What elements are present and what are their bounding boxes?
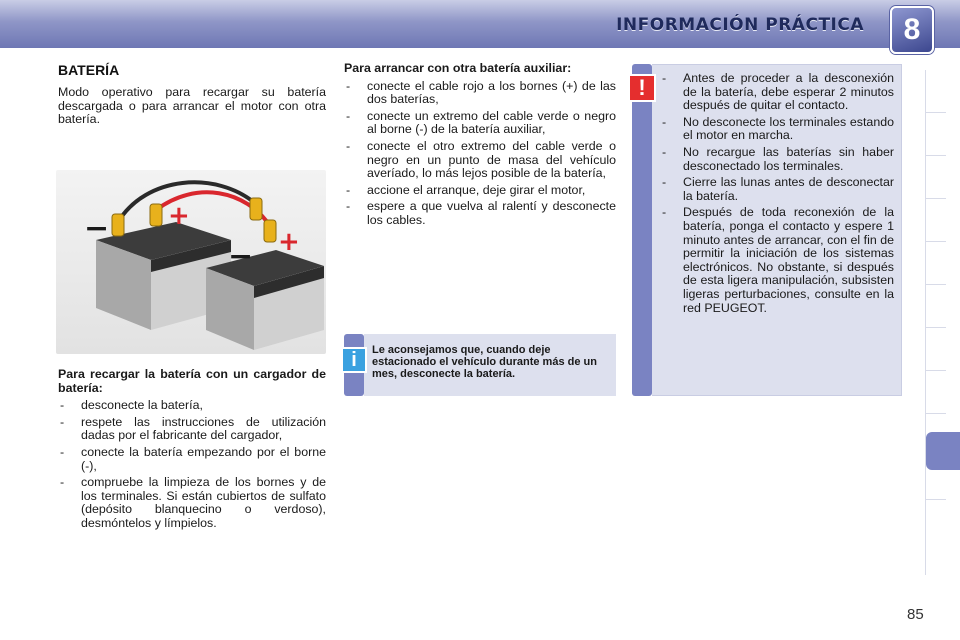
list-item: - espere a que vuelva al ralentí y desconecte los cables. [344, 200, 616, 227]
warning-list [660, 72, 894, 318]
info-icon: i [341, 347, 367, 373]
list-item: - Después de toda reconexión de la batería, ponga el contacto y espere 1 minuto antes de arrancar, con el fin de permitir la iniciación de los sistemas electrónicos. No obstante, si después de esta ligera manipulación, subsisten ligeras perturbaciones, consulte en la red PEUGEOT. [660, 206, 894, 315]
section-intro: Modo operativo para recargar su batería descargada o para arrancar el motor con otra batería. [58, 85, 326, 127]
page-header [0, 0, 960, 48]
plus-sign: + [168, 201, 190, 231]
info-note [344, 334, 616, 396]
clamp-icon [264, 220, 276, 242]
warning-note [632, 64, 902, 396]
chapter-tab[interactable] [926, 328, 946, 371]
clamp-icon [112, 214, 124, 236]
clamp-icon [250, 198, 262, 220]
minus-sign: − [228, 239, 254, 274]
battery-illustration [56, 170, 326, 354]
list-item: - conecte el cable rojo a los bornes (+) de las dos baterías, [344, 80, 616, 107]
list-item: - No recargue las baterías sin haber desconectado los terminales. [660, 146, 894, 173]
plus-sign: + [278, 227, 300, 257]
auxiliary-instructions [344, 62, 616, 231]
list-item: - desconecte la batería, [58, 399, 326, 413]
active-chapter-tab[interactable] [926, 432, 960, 470]
warning-bar [632, 64, 652, 396]
chapter-tab[interactable] [926, 113, 946, 156]
auxiliary-steps [344, 80, 616, 228]
list-item: - No desconecte los terminales estando el motor en marcha. [660, 116, 894, 143]
list-item: - conecte el otro extremo del cable verde o negro en un punto de masa del vehículo averíado, lo más lejos posible de la batería, [344, 140, 616, 181]
clamp-icon [150, 204, 162, 226]
info-text: Le aconsejamos que, cuando deje estacionado el vehículo durante más de un mes, desconecte la batería. [372, 344, 597, 380]
chapter-tabs [925, 70, 946, 575]
list-item: - accione el arranque, deje girar el motor, [344, 184, 616, 198]
chapter-tab[interactable] [926, 70, 946, 113]
list-item: - respete las instrucciones de utilización dadas por el fabricante del cargador, [58, 416, 326, 443]
charger-instructions [58, 368, 326, 534]
chapter-tab[interactable] [926, 156, 946, 199]
charger-steps [58, 399, 326, 530]
chapter-tab[interactable] [926, 371, 946, 414]
minus-sign: − [84, 211, 110, 246]
chapter-tab[interactable] [926, 199, 946, 242]
charger-heading: Para recargar la batería con un cargador de batería: [58, 367, 326, 395]
list-item: - Antes de proceder a la desconexión de la batería, debe esperar 2 minutos después de quitar el contacto. [660, 72, 894, 113]
warning-icon: ! [628, 74, 656, 102]
list-item: - compruebe la limpieza de los bornes y de los terminales. Si están cubiertos de sulfato (depósito blanquecino o verdoso), desmóntelos y límpielos. [58, 476, 326, 530]
list-item: - conecte un extremo del cable verde o negro al borne (-) de la batería auxiliar, [344, 110, 616, 137]
list-item: - conecte la batería empezando por el borne (-), [58, 446, 326, 473]
chapter-tab[interactable] [926, 242, 946, 285]
list-item: - Cierre las lunas antes de desconectar la batería. [660, 176, 894, 203]
chapter-title: INFORMACIÓN PRÁCTICA [616, 15, 864, 35]
section-title: BATERÍA [58, 62, 120, 78]
page-number: 85 [907, 606, 924, 623]
chapter-number-badge: 8 [890, 6, 934, 54]
chapter-tab[interactable] [926, 285, 946, 328]
auxiliary-heading: Para arrancar con otra batería auxiliar: [344, 61, 572, 75]
two-batteries-icon [56, 170, 326, 354]
